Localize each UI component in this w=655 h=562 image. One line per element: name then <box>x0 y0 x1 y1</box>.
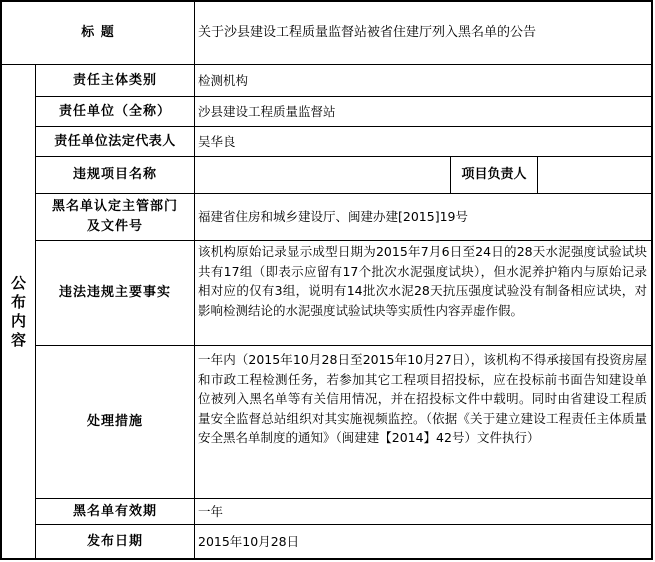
authority-label: 黑名单认定主管部门及文件号 <box>51 199 178 234</box>
entity-type-value: 检测机构 <box>198 72 249 88</box>
section-label <box>2 65 35 558</box>
project-value <box>195 157 450 193</box>
measures-label: 处理措施 <box>86 414 143 429</box>
publish-date-label: 发布日期 <box>86 533 143 549</box>
facts-label: 违法违规主要事实 <box>58 285 171 300</box>
facts-value: 该机构原始记录显示成型日期为2015年7月6日至24日的28天水泥强度试验试块共有17组（即表示应留有17个批次水泥强度试块），但水泥养护箱内与原始记录相对应的仅有3组，说明有14批次水泥28天抗压强度试验没有制备相应试块，对影响检测结论的水泥强度试验试块等实质性内容弄虚作假。 <box>198 244 647 318</box>
publish-date-value: 2015年10月28日 <box>198 533 300 549</box>
validity-value: 一年 <box>198 503 224 519</box>
title-label: 标 题 <box>81 25 115 40</box>
validity-label: 黑名单有效期 <box>72 503 157 519</box>
project-manager-value <box>538 157 651 193</box>
entity-type-label: 责任主体类别 <box>72 72 157 88</box>
unit-label: 责任单位（全称） <box>58 103 171 119</box>
measures-value: 一年内（2015年10月28日至2015年10月27日），该机构不得承接国有投资房屋和市政工程检测任务，若参加其它工程项目招投标，应在投标前书面告知建设单位被列入黑名单等有关信用情况，并在招投标文件中载明。同时由省建设工程质量安全监督总站组织对其实施视频监控。（依据《关于建立建设工程责任主体质量安全黑名单制度的通知》（闽建建【2014】42号）文件执行） <box>198 352 647 445</box>
project-manager-label: 项目负责人 <box>461 167 527 182</box>
authority-value: 福建省住房和城乡建设厅、闽建办建[2015]19号 <box>198 209 468 224</box>
legal-rep-value: 吴华良 <box>198 133 236 149</box>
section-label-text: 公布内容 <box>11 273 27 349</box>
unit-value: 沙县建设工程质量监督站 <box>198 103 336 119</box>
project-label: 违规项目名称 <box>72 167 157 182</box>
legal-rep-label: 责任单位法定代表人 <box>54 133 176 149</box>
title-value: 关于沙县建设工程质量监督站被省住建厅列入黑名单的公告 <box>198 25 537 40</box>
